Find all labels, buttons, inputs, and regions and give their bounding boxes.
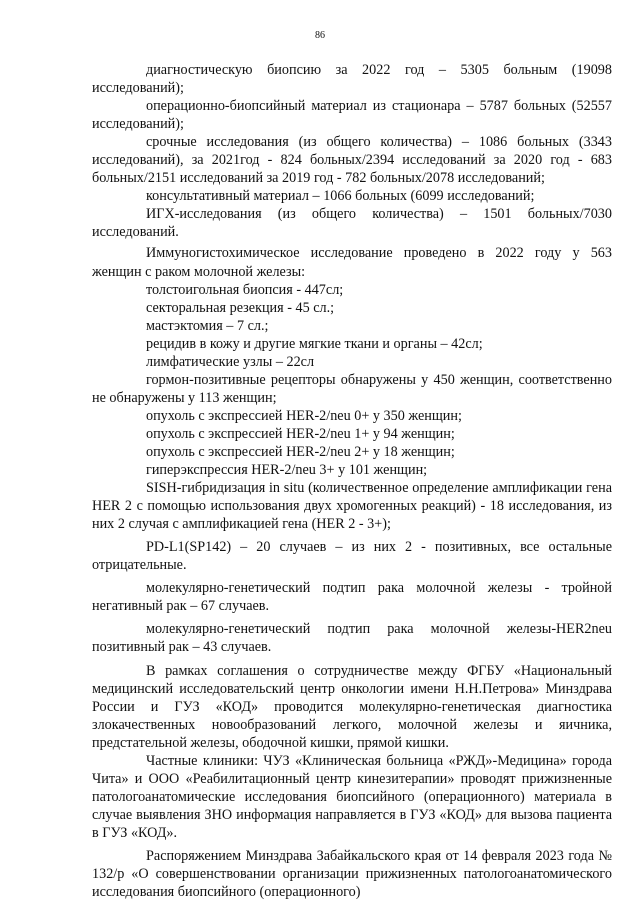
paragraph-triple-negative: молекулярно-генетический подтип рака молочной железы - тройной негативный рак – 67 случаев. [92,580,612,615]
paragraph-hormone-receptors: гормон-позитивные рецепторы обнаружены у 450 женщин, соответственно не обнаружены у 113 женщин; [92,371,612,406]
list-item-mastectomy: мастэктомия – 7 сл.; [146,317,269,334]
paragraph-ihc-breast-cancer: Иммуногистохимическое исследование проведено в 2022 году у 563 женщин с раком молочной железы: [92,245,612,280]
paragraph-private-clinics: Частные клиники: ЧУЗ «Клиническая больница «РЖД»-Медицина» города Чита» и ООО «Реабилитационный центр кинезитерапии» проводят прижизненные патологоанатомические исследования биопсийного (операционного) материала в случае выявления ЗНО информация направляется в ГУЗ «КОД» для вызова пациента в ГУЗ «КОД». [92,752,612,841]
list-item-her2-3: гиперэкспрессия HER-2/neu 3+ у 101 женщин; [146,462,428,479]
list-item-lymph-nodes: лимфатические узлы – 22сл [146,353,315,370]
list-item-her2-0: опухоль с экспрессией HER-2/neu 0+ у 350 женщин; [146,407,462,424]
list-item-her2-1: опухоль с экспрессией HER-2/neu 1+ у 94 женщин; [146,425,455,442]
paragraph-urgent-studies: срочные исследования (из общего количества) – 1086 больных (3343 исследований), за 2021год - 824 больных/2394 исследований за 2020 год - 683 больных/2151 исследований за 2019 год - 782 больных/2078 исследований; [92,134,612,187]
page-number: 86 [315,30,325,41]
paragraph-ministry-order: Распоряжением Минздрава Забайкальского края от 14 февраля 2023 года № 132/р «О совершенствовании организации прижизненных патологоанатомического исследования биопсийного (операционного) [92,847,612,901]
paragraph-her2-positive: молекулярно-генетический подтип рака молочной железы-HER2neu позитивный рак – 43 случаев. [92,621,612,656]
list-item-her2-2: опухоль с экспрессией HER-2/neu 2+ у 18 женщин; [146,443,455,460]
document-body [92,61,612,901]
paragraph-pdl1: PD-L1(SP142) – 20 случаев – из них 2 - позитивных, все остальные отрицательные. [92,539,612,574]
paragraph-cooperation-agreement: В рамках соглашения о сотрудничестве между ФГБУ «Национальный медицинский исследовательский центр онкологии имени Н.Н.Петрова» Минздрава России и ГУЗ «КОД» проводится молекулярно-генетическая диагностика злокачественных новообразований легкого, молочной железы и яичника, предстательной железы, ободочной кишки, прямой кишки. [92,662,612,751]
list-item-relapse: рецидив в кожу и другие мягкие ткани и органы – 42сл; [146,335,483,352]
list-item-core-biopsy: толстоигольная биопсия - 447сл; [146,281,344,298]
paragraph-operative-material: операционно-биопсийный материал из стационара – 5787 больных (52557 исследований); [92,98,612,133]
paragraph-diagnostic-biopsy: диагностическую биопсию за 2022 год – 5305 больным (19098 исследований); [92,62,612,97]
list-item-sectoral-resection: секторальная резекция - 45 сл.; [146,299,335,316]
paragraph-consultative-material: консультативный материал – 1066 больных (6099 исследований; [146,188,535,205]
paragraph-sish: SISH-гибридизация in situ (количественное определение амплификации гена HER 2 с помощью использования двух хромогенных реакций) - 18 исследования, из них 2 случая с амплификацией гена (HER 2 - 3+); [92,480,612,533]
paragraph-ihc-studies: ИГХ-исследования (из общего количества) – 1501 больных/7030 исследований. [92,206,612,241]
